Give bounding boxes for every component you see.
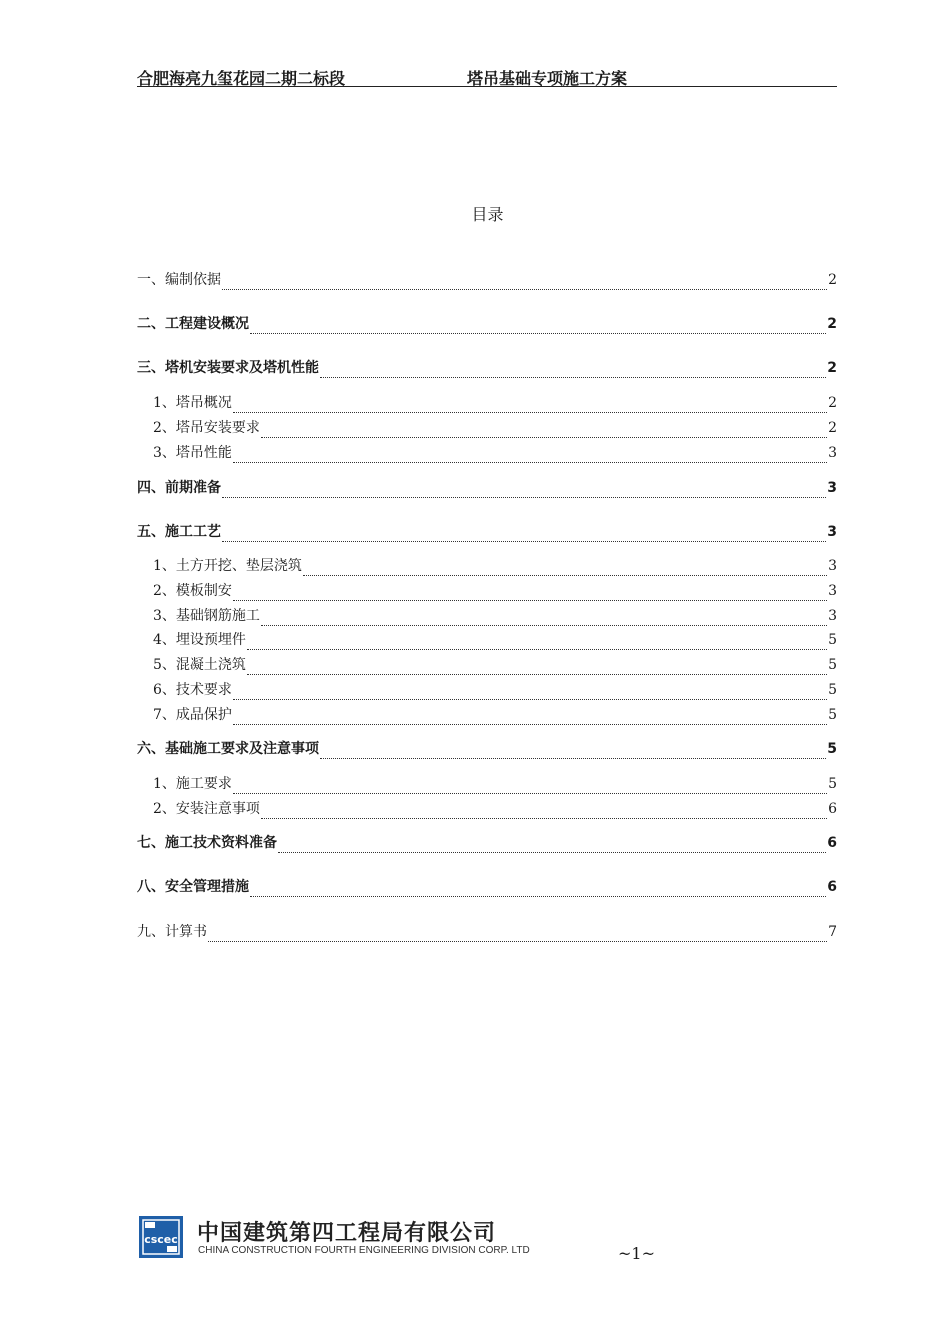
- toc-entry-page: 5: [828, 682, 837, 698]
- toc-entry-page: 5: [828, 632, 837, 648]
- toc-leader-dots: [261, 613, 827, 626]
- toc-title: 目录: [471, 205, 504, 224]
- toc-entry-label: 四、前期准备: [137, 480, 221, 496]
- toc-leader-dots: [233, 712, 827, 725]
- toc-entry-label: 2、模板制安: [153, 583, 232, 599]
- toc-entry-page: 6: [828, 801, 837, 817]
- toc-entry[interactable]: [153, 556, 837, 576]
- toc-entry-page: 5: [828, 657, 837, 673]
- toc-entry[interactable]: [153, 774, 837, 794]
- toc-entry-label: 3、塔吊性能: [153, 445, 232, 461]
- toc-entry-label: 一、编制依据: [137, 272, 221, 288]
- toc-leader-dots: [233, 687, 827, 700]
- toc-entry-label: 2、塔吊安装要求: [153, 420, 260, 436]
- toc-entry-label: 1、施工要求: [153, 776, 232, 792]
- toc-entry[interactable]: [137, 522, 837, 542]
- toc-entry[interactable]: [153, 606, 837, 626]
- toc-leader-dots: [320, 746, 826, 759]
- toc-entry[interactable]: [137, 270, 837, 290]
- toc-entry-label: 3、基础钢筋施工: [153, 608, 260, 624]
- company-name-en: CHINA CONSTRUCTION FOURTH ENGINEERING DIVISION CORP. LTD: [198, 1245, 530, 1256]
- toc-entry[interactable]: [153, 680, 837, 700]
- toc-entry-page: 3: [828, 608, 837, 624]
- toc-entry-label: 六、基础施工要求及注意事项: [137, 741, 319, 757]
- toc-leader-dots: [222, 529, 826, 542]
- page-number: ~1~: [618, 1244, 655, 1263]
- toc-entry-page: 2: [828, 395, 837, 411]
- toc-entry-label: 6、技术要求: [153, 682, 232, 698]
- toc-entry-label: 1、塔吊概况: [153, 395, 232, 411]
- toc-entry[interactable]: [153, 581, 837, 601]
- toc-entry-page: 2: [827, 316, 837, 332]
- toc-leader-dots: [222, 485, 826, 498]
- toc-leader-dots: [278, 840, 826, 853]
- toc-leader-dots: [261, 425, 827, 438]
- toc-entry-label: 八、安全管理措施: [137, 879, 249, 895]
- toc-leader-dots: [222, 277, 827, 290]
- company-name-cn: 中国建筑第四工程局有限公司: [197, 1221, 497, 1246]
- toc-leader-dots: [233, 588, 827, 601]
- toc-entry-label: 7、成品保护: [153, 707, 232, 723]
- toc-leader-dots: [303, 563, 827, 576]
- toc-entry-page: 2: [827, 360, 837, 376]
- toc-entry-page: 5: [828, 776, 837, 792]
- toc-entry[interactable]: [153, 705, 837, 725]
- toc-leader-dots: [320, 365, 826, 378]
- toc-entry-page: 2: [828, 272, 837, 288]
- toc-leader-dots: [261, 806, 827, 819]
- toc-entry-label: 二、工程建设概况: [137, 316, 249, 332]
- toc-entry[interactable]: [137, 833, 837, 853]
- toc-entry[interactable]: [137, 314, 837, 334]
- toc-entry[interactable]: [137, 739, 837, 759]
- toc-entry-label: 1、土方开挖、垫层浇筑: [153, 558, 302, 574]
- toc-leader-dots: [208, 929, 827, 942]
- toc-entry[interactable]: [153, 418, 837, 438]
- toc-leader-dots: [233, 450, 827, 463]
- toc-entry-label: 5、混凝土浇筑: [153, 657, 246, 673]
- toc-entry[interactable]: [137, 877, 837, 897]
- logo-text: cscec: [144, 1233, 178, 1246]
- toc-leader-dots: [233, 781, 827, 794]
- toc-entry-page: 6: [827, 879, 837, 895]
- toc-entry-label: 五、施工工艺: [137, 524, 221, 540]
- toc-entry[interactable]: [153, 393, 837, 413]
- header-project-name: 合肥海亮九玺花园二期二标段: [137, 69, 346, 88]
- toc-entry-page: 3: [828, 445, 837, 461]
- cscec-logo-icon: [139, 1216, 183, 1258]
- toc-entry-page: 5: [828, 707, 837, 723]
- toc-entry[interactable]: [137, 922, 837, 942]
- toc-entry-label: 4、埋设预埋件: [153, 632, 246, 648]
- toc-entry-page: 3: [827, 480, 837, 496]
- toc-entry-label: 三、塔机安装要求及塔机性能: [137, 360, 319, 376]
- toc-entry[interactable]: [153, 655, 837, 675]
- toc-leader-dots: [250, 321, 826, 334]
- toc-entry-page: 6: [827, 835, 837, 851]
- toc-entry[interactable]: [137, 478, 837, 498]
- toc-entry[interactable]: [137, 358, 837, 378]
- toc-entry-page: 3: [828, 583, 837, 599]
- toc-entry[interactable]: [153, 630, 837, 650]
- toc-leader-dots: [247, 637, 827, 650]
- toc-entry[interactable]: [153, 443, 837, 463]
- toc-entry-label: 2、安装注意事项: [153, 801, 260, 817]
- toc-leader-dots: [250, 884, 826, 897]
- toc-entry-label: 九、计算书: [137, 924, 207, 940]
- toc-leader-dots: [233, 400, 827, 413]
- toc-entry-page: 7: [828, 924, 837, 940]
- page-header: [137, 64, 837, 87]
- toc-entry[interactable]: [153, 799, 837, 819]
- toc-entry-page: 2: [828, 420, 837, 436]
- toc-leader-dots: [247, 662, 827, 675]
- toc-entry-page: 5: [827, 741, 837, 757]
- header-document-title: 塔吊基础专项施工方案: [467, 69, 628, 88]
- toc-entry-page: 3: [827, 524, 837, 540]
- toc-entry-page: 3: [828, 558, 837, 574]
- toc-entry-label: 七、施工技术资料准备: [137, 835, 277, 851]
